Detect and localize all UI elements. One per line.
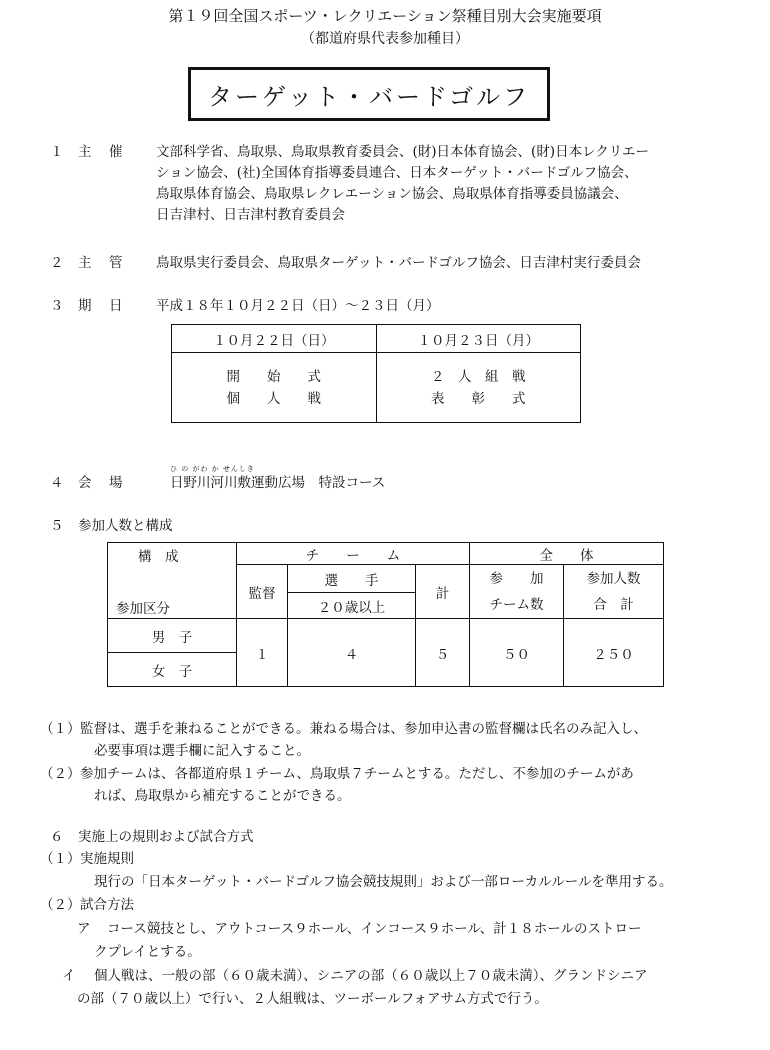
- row-men-label: 男 子: [108, 619, 237, 653]
- header-senshu: 選 手: [288, 565, 416, 593]
- header-ninzu-line: 参加人数: [586, 570, 641, 587]
- header-sanka: [470, 565, 564, 619]
- section-2-number: ２: [50, 255, 64, 271]
- section-2-text: 鳥取県実行委員会、鳥取県ターゲット・バードゴルフ協会、日吉津村実行委員会: [156, 255, 641, 271]
- schedule-day1-events: [172, 353, 377, 423]
- value-kei: ５: [416, 619, 470, 687]
- section-3-number: ３: [50, 298, 64, 314]
- section-5-number: ５: [50, 518, 64, 534]
- row-women-label: 女 子: [108, 653, 237, 687]
- venue-ruby: ひ の がわ か せんしき: [170, 465, 255, 473]
- value-teams: ５０: [470, 619, 564, 687]
- subsection-2-label: 試合方法: [80, 897, 134, 913]
- schedule-table: [171, 324, 581, 423]
- schedule-day2-header: １０月２３日（月）: [376, 325, 581, 353]
- item-i-mark: イ: [62, 968, 76, 984]
- section-1-label: 主 催: [78, 144, 125, 160]
- item-a-line: クプレイとする。: [94, 944, 201, 960]
- note-1-line: 必要事項は選手欄に記入すること。: [94, 743, 310, 759]
- note-2-line: れば、鳥取県から補充することができる。: [94, 788, 351, 804]
- schedule-event: 表 彰 式: [431, 390, 526, 407]
- subsection-1-text: 現行の「日本ターゲット・バードゴルフ協会競技規則」および一部ローカルルールを準用する。: [94, 874, 673, 890]
- header-kubun: 参加区分: [116, 601, 170, 617]
- header-zentai: 全 体: [470, 543, 664, 565]
- item-a-mark: ア: [77, 921, 91, 937]
- section-4-venue: 日野川河川敷運動広場 特設コース: [170, 475, 386, 491]
- section-1-number: １: [50, 144, 64, 160]
- subsection-1-number: （１）: [40, 851, 81, 867]
- header-team: チ ー ム: [237, 543, 470, 565]
- section-3-date: 平成１８年１０月２２日（日）～２３日（月）: [156, 298, 440, 314]
- participants-table: [107, 542, 664, 687]
- item-i-line: の部（７０歳以上）で行い、２人組戦は、ツーボールフォアサム方式で行う。: [77, 991, 548, 1007]
- header-kousei: 構 成: [138, 549, 179, 565]
- value-kantoku: １: [237, 619, 288, 687]
- header-ninzu: [564, 565, 664, 619]
- schedule-event: 開 始 式: [226, 368, 321, 385]
- event-name-box: [188, 67, 550, 121]
- section-1-line: ション協会、(社)全国体育指導委員連合、日本ターゲット・バードゴルフ協会、: [156, 165, 638, 181]
- event-name: ターゲット・バードゴルフ: [207, 82, 531, 111]
- section-5-label: 参加人数と構成: [78, 518, 173, 534]
- document-title: 第１９回全国スポーツ・レクリエーション祭種目別大会実施要項: [168, 7, 602, 25]
- document-subtitle: （都道府県代表参加種目）: [301, 31, 469, 47]
- note-2-line: 参加チームは、各都道府県１チーム、鳥取県７チームとする。ただし、不参加のチームがあ: [80, 766, 634, 782]
- schedule-day2-events: [376, 353, 581, 423]
- header-sanka-line: 参 加: [489, 570, 544, 587]
- item-i-line: 個人戦は、一般の部（６０歳未満）、シニアの部（６０歳以上７０歳未満）、グランドシニア: [94, 968, 648, 984]
- section-4-number: ４: [50, 475, 64, 491]
- header-ninzu-line: 合 計: [593, 596, 634, 613]
- section-3-label: 期 日: [78, 298, 125, 314]
- section-1-line: 日吉津村、日吉津村教育委員会: [156, 207, 345, 223]
- section-1-line: 鳥取県体育協会、鳥取県レクレエーション協会、鳥取県体育指導委員協議会、: [156, 186, 628, 202]
- note-2-number: （２）: [40, 766, 81, 782]
- value-senshu: ４: [288, 619, 416, 687]
- section-4-label: 会 場: [78, 475, 125, 491]
- header-kantoku: 監督: [237, 565, 288, 619]
- section-1-line: 文部科学省、鳥取県、鳥取県教育委員会、(財)日本体育協会、(財)日本レクリエー: [156, 144, 650, 160]
- schedule-day1-header: １０月２２日（日）: [172, 325, 377, 353]
- header-kei: 計: [416, 565, 470, 619]
- note-1-line: 監督は、選手を兼ねることができる。兼ねる場合は、参加申込書の監督欄は氏名のみ記入し、: [80, 721, 647, 737]
- subsection-2-number: （２）: [40, 897, 81, 913]
- section-2-label: 主 管: [78, 255, 125, 271]
- section-6-label: 実施上の規則および試合方式: [78, 829, 254, 845]
- table-corner-cell: [108, 543, 237, 619]
- header-age: ２０歳以上: [288, 593, 416, 619]
- schedule-event: 個 人 戦: [226, 390, 321, 407]
- item-a-line: コース競技とし、アウトコース９ホール、インコース９ホール、計１８ホールのストロー: [107, 921, 642, 937]
- note-1-number: （１）: [40, 721, 81, 737]
- header-sanka-line: チーム数: [489, 596, 544, 613]
- subsection-1-label: 実施規則: [80, 851, 134, 867]
- section-6-number: ６: [50, 829, 64, 845]
- value-people: ２５０: [564, 619, 664, 687]
- schedule-event: ２ 人 組 戦: [431, 368, 526, 385]
